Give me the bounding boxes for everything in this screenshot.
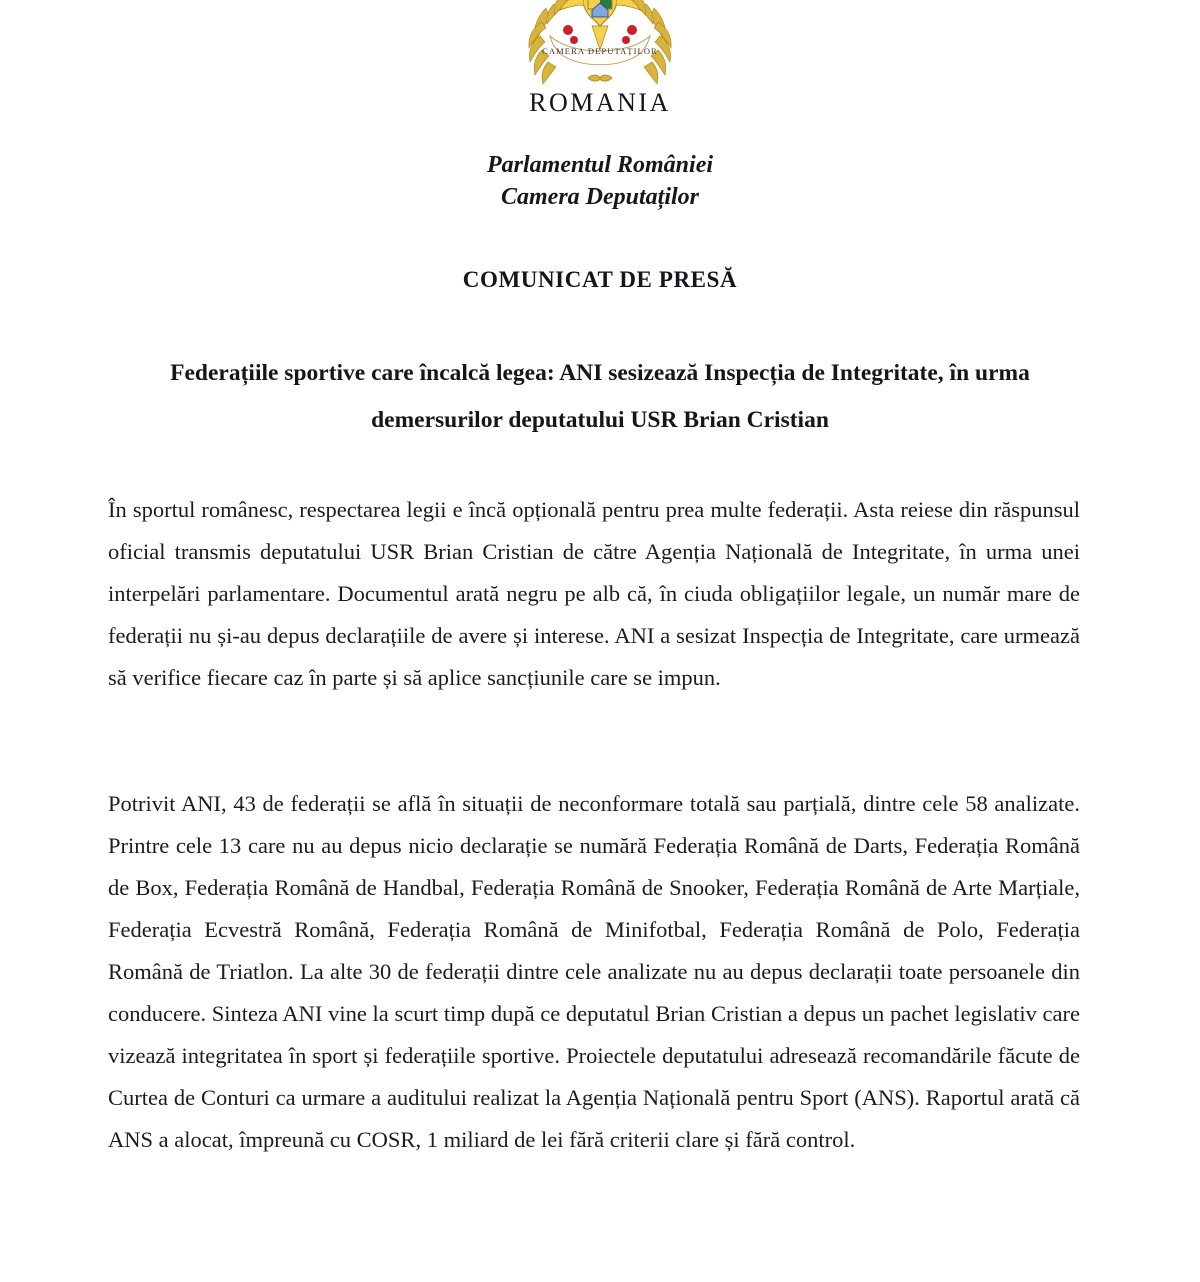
institution-line-2: Camera Deputaților bbox=[500, 183, 699, 210]
document-body bbox=[108, 489, 1080, 1161]
institution-name bbox=[0, 150, 1200, 213]
page-title bbox=[125, 350, 1075, 444]
coat-of-arms-icon bbox=[516, 0, 684, 92]
document-type-label: COMUNICAT DE PRESĂ bbox=[462, 267, 738, 293]
headline-line-1: Federațiile sportive care încalcă legea: ANI sesizează Inspecția de Integritate, în urma bbox=[170, 360, 1030, 387]
body-paragraph-2: Potrivit ANI, 43 de federații se află în situații de neconformare totală sau parțială, dintre cele 58 analizate. Printre cele 13 care nu au depus nicio declarație se numără Federația Română de Darts, Federația Română de Box, Federația Română de Handbal, Federația Română de Snooker, Federația Română de Arte Marțiale, Federația Ecvestră Română, Federația Română de Minifotbal, Federația Română de Polo, Federația Română de Triatlon. La alte 30 de federații dintre cele analizate nu au depus declarații toate persoanele din conducere. Sinteza ANI vine la scurt timp după ce deputatul Brian Cristian a depus un pachet legislativ care vizează integritatea în sport și federațiile sportive. Proiectele deputatului adresează recomandările făcute de Curtea de Conturi ca urmare a auditului realizat la Agenția Națională pentru Sport (ANS). Raportul arată că ANS a alocat, împreună cu COSR, 1 miliard de lei fără criterii clare și fără control. bbox=[108, 791, 1080, 1152]
country-name: ROMANIA bbox=[529, 88, 671, 117]
institution-line-1: Parlamentul României bbox=[486, 152, 714, 178]
svg-text:CAMERA DEPUTAȚILOR: CAMERA DEPUTAȚILOR bbox=[542, 46, 658, 56]
body-paragraph-1: În sportul românesc, respectarea legii e încă opțională pentru prea multe federații. Asta reiese din răspunsul oficial transmis deputatului USR Brian Cristian de către Agenția Națională de Integritate, în urma unei interpelări parlamentare. Documentul arată negru pe alb că, în ciuda obligațiilor legale, un număr mare de federații nu și-au depus declarațiile de avere și interese. ANI a sesizat Inspecția de Integritate, care urmează să verifice fiecare caz în parte și să aplice sancțiunile care se impun. bbox=[108, 497, 1080, 690]
headline-line-2: demersurilor deputatului USR Brian Cristian bbox=[371, 407, 829, 434]
masthead bbox=[0, 0, 1200, 293]
